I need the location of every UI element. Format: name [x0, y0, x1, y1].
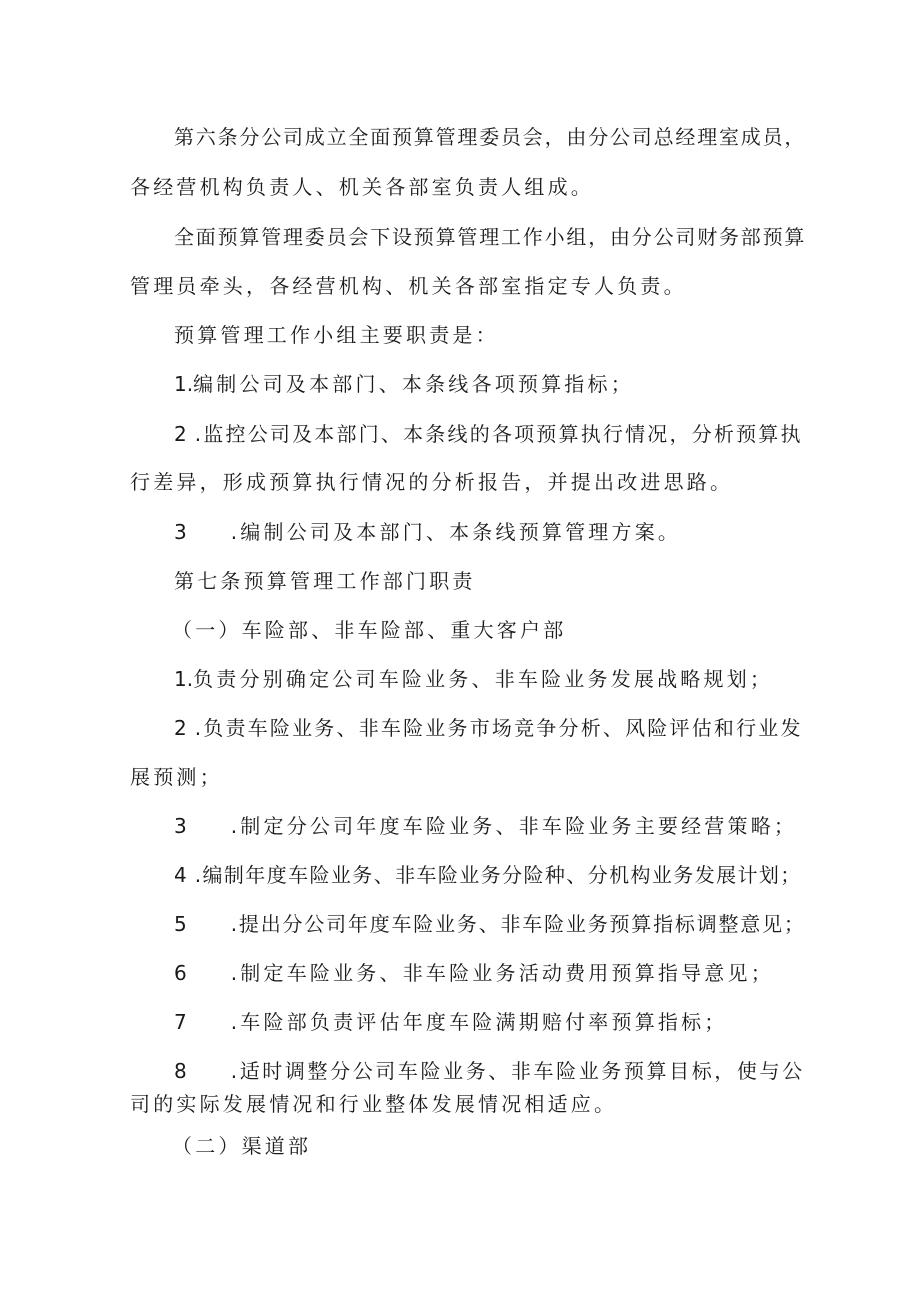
- paragraph-group-duties-heading: 预算管理工作小组主要职责是：: [174, 323, 499, 347]
- list-item-dept-duty-4: [174, 865, 802, 885]
- section-heading-2: （二）渠道部: [172, 1134, 312, 1158]
- list-item-number: 8: [174, 1059, 187, 1083]
- list-item-number: 2: [174, 422, 187, 446]
- list-item-number: 5: [174, 912, 187, 936]
- list-item-number: 2: [174, 716, 187, 740]
- list-item-number: 6: [174, 961, 187, 985]
- list-item-number: 3: [174, 814, 187, 838]
- list-item-dept-duty-2-line-1: [174, 718, 803, 738]
- list-item-text: .制定分公司年度车险业务、非车险业务主要经营策略；: [230, 814, 798, 838]
- list-item-text: .编制公司及本部门、本条线预算管理方案。: [230, 520, 682, 544]
- list-item-duty-2-line-2: 行差异，形成预算执行情况的分析报告，并提出改进思路。: [130, 470, 734, 494]
- paragraph-article-6-line-1: 第六条分公司成立全面预算管理委员会，由分公司总经理室成员，: [174, 125, 807, 149]
- list-item-text: .负责车险业务、非车险业务市场竞争分析、风险评估和行业发: [194, 716, 803, 740]
- list-item-dept-duty-6: [174, 963, 774, 983]
- list-item-dept-duty-8-line-1: [174, 1061, 805, 1081]
- list-item-text: .制定车险业务、非车险业务活动费用预算指导意见；: [230, 961, 774, 985]
- paragraph-working-group-line-1: 全面预算管理委员会下设预算管理工作小组，由分公司财务部预算: [174, 225, 807, 249]
- list-item-duty-3: [174, 522, 681, 542]
- paragraph-article-6-line-2: 各经营机构负责人、机关各部室负责人组成。: [130, 175, 594, 199]
- section-heading-1: （一）车险部、非车险部、重大客户部: [172, 618, 567, 642]
- list-item-text: 负责分别确定公司车险业务、非车险业务发展战略规划；: [193, 667, 774, 691]
- list-item-number: 4: [174, 863, 187, 887]
- list-item-number: 1.: [174, 667, 194, 691]
- list-item-dept-duty-5: [174, 914, 806, 934]
- list-item-dept-duty-2-line-2: 展预测；: [130, 765, 223, 789]
- list-item-number: 3: [174, 520, 187, 544]
- list-item-text: .车险部负责评估年度车险满期赔付率预算指标；: [230, 1010, 728, 1034]
- list-item-dept-duty-7: [174, 1012, 728, 1032]
- list-item-dept-duty-8-line-2: 司的实际发展情况和行业整体发展情况相适应。: [130, 1092, 618, 1116]
- list-item-text: 编制公司及本部门、本条线各项预算指标；: [193, 372, 634, 396]
- list-item-text: .提出分公司年度车险业务、非车险业务预算指标调整意见；: [230, 912, 806, 936]
- list-item-duty-1: [174, 374, 634, 394]
- list-item-text: .编制年度车险业务、非车险业务分险种、分机构业务发展计划；: [194, 863, 802, 887]
- paragraph-article-7-heading: 第七条预算管理工作部门职责: [174, 569, 476, 593]
- list-item-number: 7: [174, 1010, 187, 1034]
- list-item-text: .监控公司及本部门、本条线的各项预算执行情况，分析预算执: [194, 422, 803, 446]
- list-item-text: .适时调整分公司车险业务、非车险业务预算目标，使与公: [230, 1059, 805, 1083]
- list-item-dept-duty-3: [174, 816, 797, 836]
- list-item-dept-duty-1: [174, 669, 773, 689]
- paragraph-working-group-line-2: 管理员牵头，各经营机构、机关各部室指定专人负责。: [130, 274, 687, 298]
- list-item-duty-2-line-1: [174, 424, 803, 444]
- list-item-number: 1.: [174, 372, 194, 396]
